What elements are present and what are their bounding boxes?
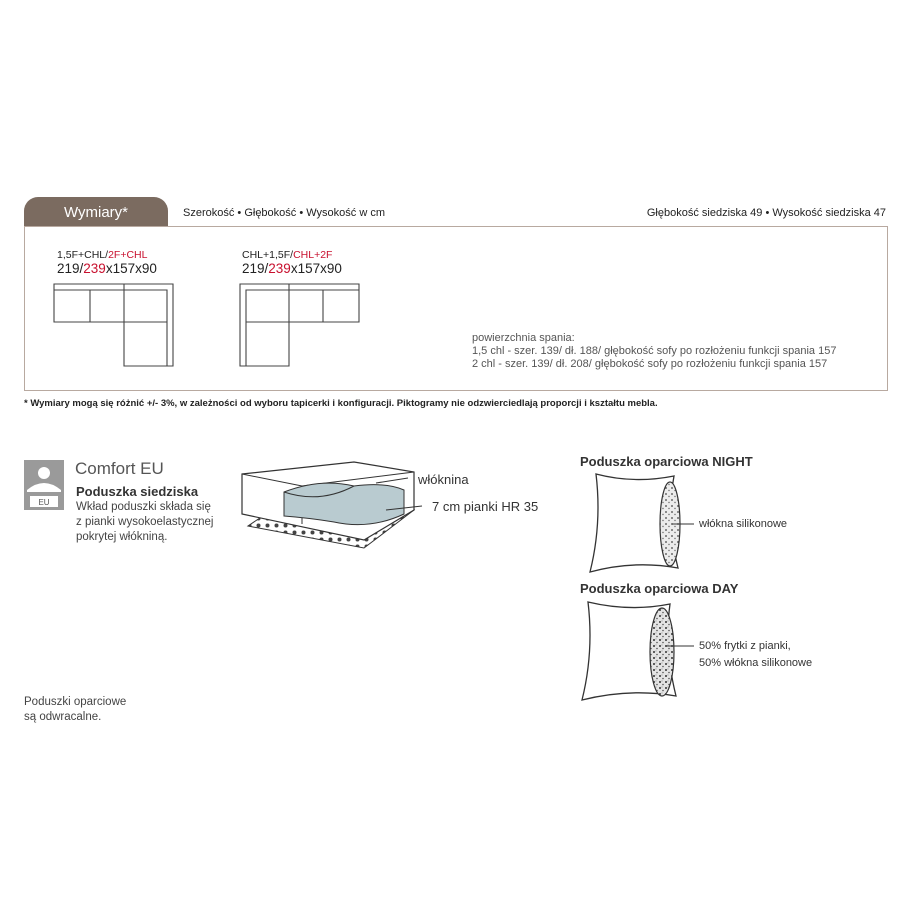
reversible-note-2: są odwracalne. (24, 711, 102, 723)
sleeping-area-line-1: 1,5 chl - szer. 139/ dł. 188/ głębokość sofy po rozłożeniu funkcji spania 157 (472, 345, 837, 357)
sofa-right-dims (242, 262, 342, 276)
sofa-right-config-main: CHL+1,5F/ (242, 249, 294, 261)
sofa-right-width-main: 219/ (242, 261, 269, 276)
footnote: * Wymiary mogą się różnić +/- 3%, w zależności od wyboru tapicerki i konfiguracji. Piktogramy nie odzwierciedlają proporcji i kształtu mebla. (24, 398, 658, 409)
sleeping-area-heading: powierzchnia spania: (472, 332, 575, 344)
comfort-eu-badge-icon (24, 460, 64, 510)
dimensions-tab-label: Wymiary* (63, 204, 129, 221)
seat-cushion-desc-3: pokrytej włókniną. (76, 531, 168, 543)
sofa-left-dims-rest: x157x90 (105, 261, 157, 276)
pillow-day-title: Poduszka oparciowa DAY (580, 581, 739, 596)
sofa-right-config (242, 249, 332, 261)
sofa-right-width-alt: 239 (268, 261, 291, 276)
pillow-day-note-1: 50% frytki z pianki, (699, 640, 791, 652)
seat-cushion-section-illustration (236, 452, 426, 552)
sofa-left-width-alt: 239 (83, 261, 106, 276)
seat-cushion-desc-2: z pianki wysokoelastycznej (76, 516, 214, 528)
seat-cushion-desc-1: Wkład poduszki składa się (76, 501, 211, 513)
sofa-right-config-alt: CHL+2F (293, 249, 333, 261)
sofa-right-pictogram (236, 280, 366, 370)
callout-fiber: włóknina (418, 472, 469, 487)
pillow-night-illustration (574, 468, 694, 578)
comfort-title: Comfort EU (75, 459, 164, 478)
dimensions-header-right: Głębokość siedziska 49 • Wysokość siedziska 47 (646, 207, 886, 219)
reversible-note-1: Poduszki oparciowe (24, 696, 127, 708)
pillow-night-title: Poduszka oparciowa NIGHT (580, 454, 753, 469)
comfort-eu-badge-text: EU (38, 498, 50, 507)
sofa-left-width-main: 219/ (57, 261, 84, 276)
sleeping-area-line-2: 2 chl - szer. 139/ dł. 208/ głębokość sofy po rozłożeniu funkcji spania 157 (472, 358, 828, 370)
seat-cushion-title: Poduszka siedziska (76, 484, 199, 499)
dimensions-header-left: Szerokość • Głębokość • Wysokość w cm (183, 207, 385, 219)
pillow-night-note: włókna silikonowe (699, 518, 788, 530)
sofa-left-dims (57, 262, 157, 276)
callout-foam: 7 cm pianki HR 35 (432, 499, 539, 514)
sofa-left-config (57, 249, 147, 261)
dimensions-tab (24, 197, 168, 227)
sofa-left-config-main: 1,5F+CHL/ (57, 249, 109, 261)
pillow-day-note-2: 50% włókna silikonowe (699, 657, 813, 669)
pillow-day-illustration (574, 596, 694, 706)
sofa-right-dims-rest: x157x90 (290, 261, 342, 276)
sofa-left-config-alt: 2F+CHL (108, 249, 148, 261)
sofa-left-pictogram (50, 280, 180, 370)
